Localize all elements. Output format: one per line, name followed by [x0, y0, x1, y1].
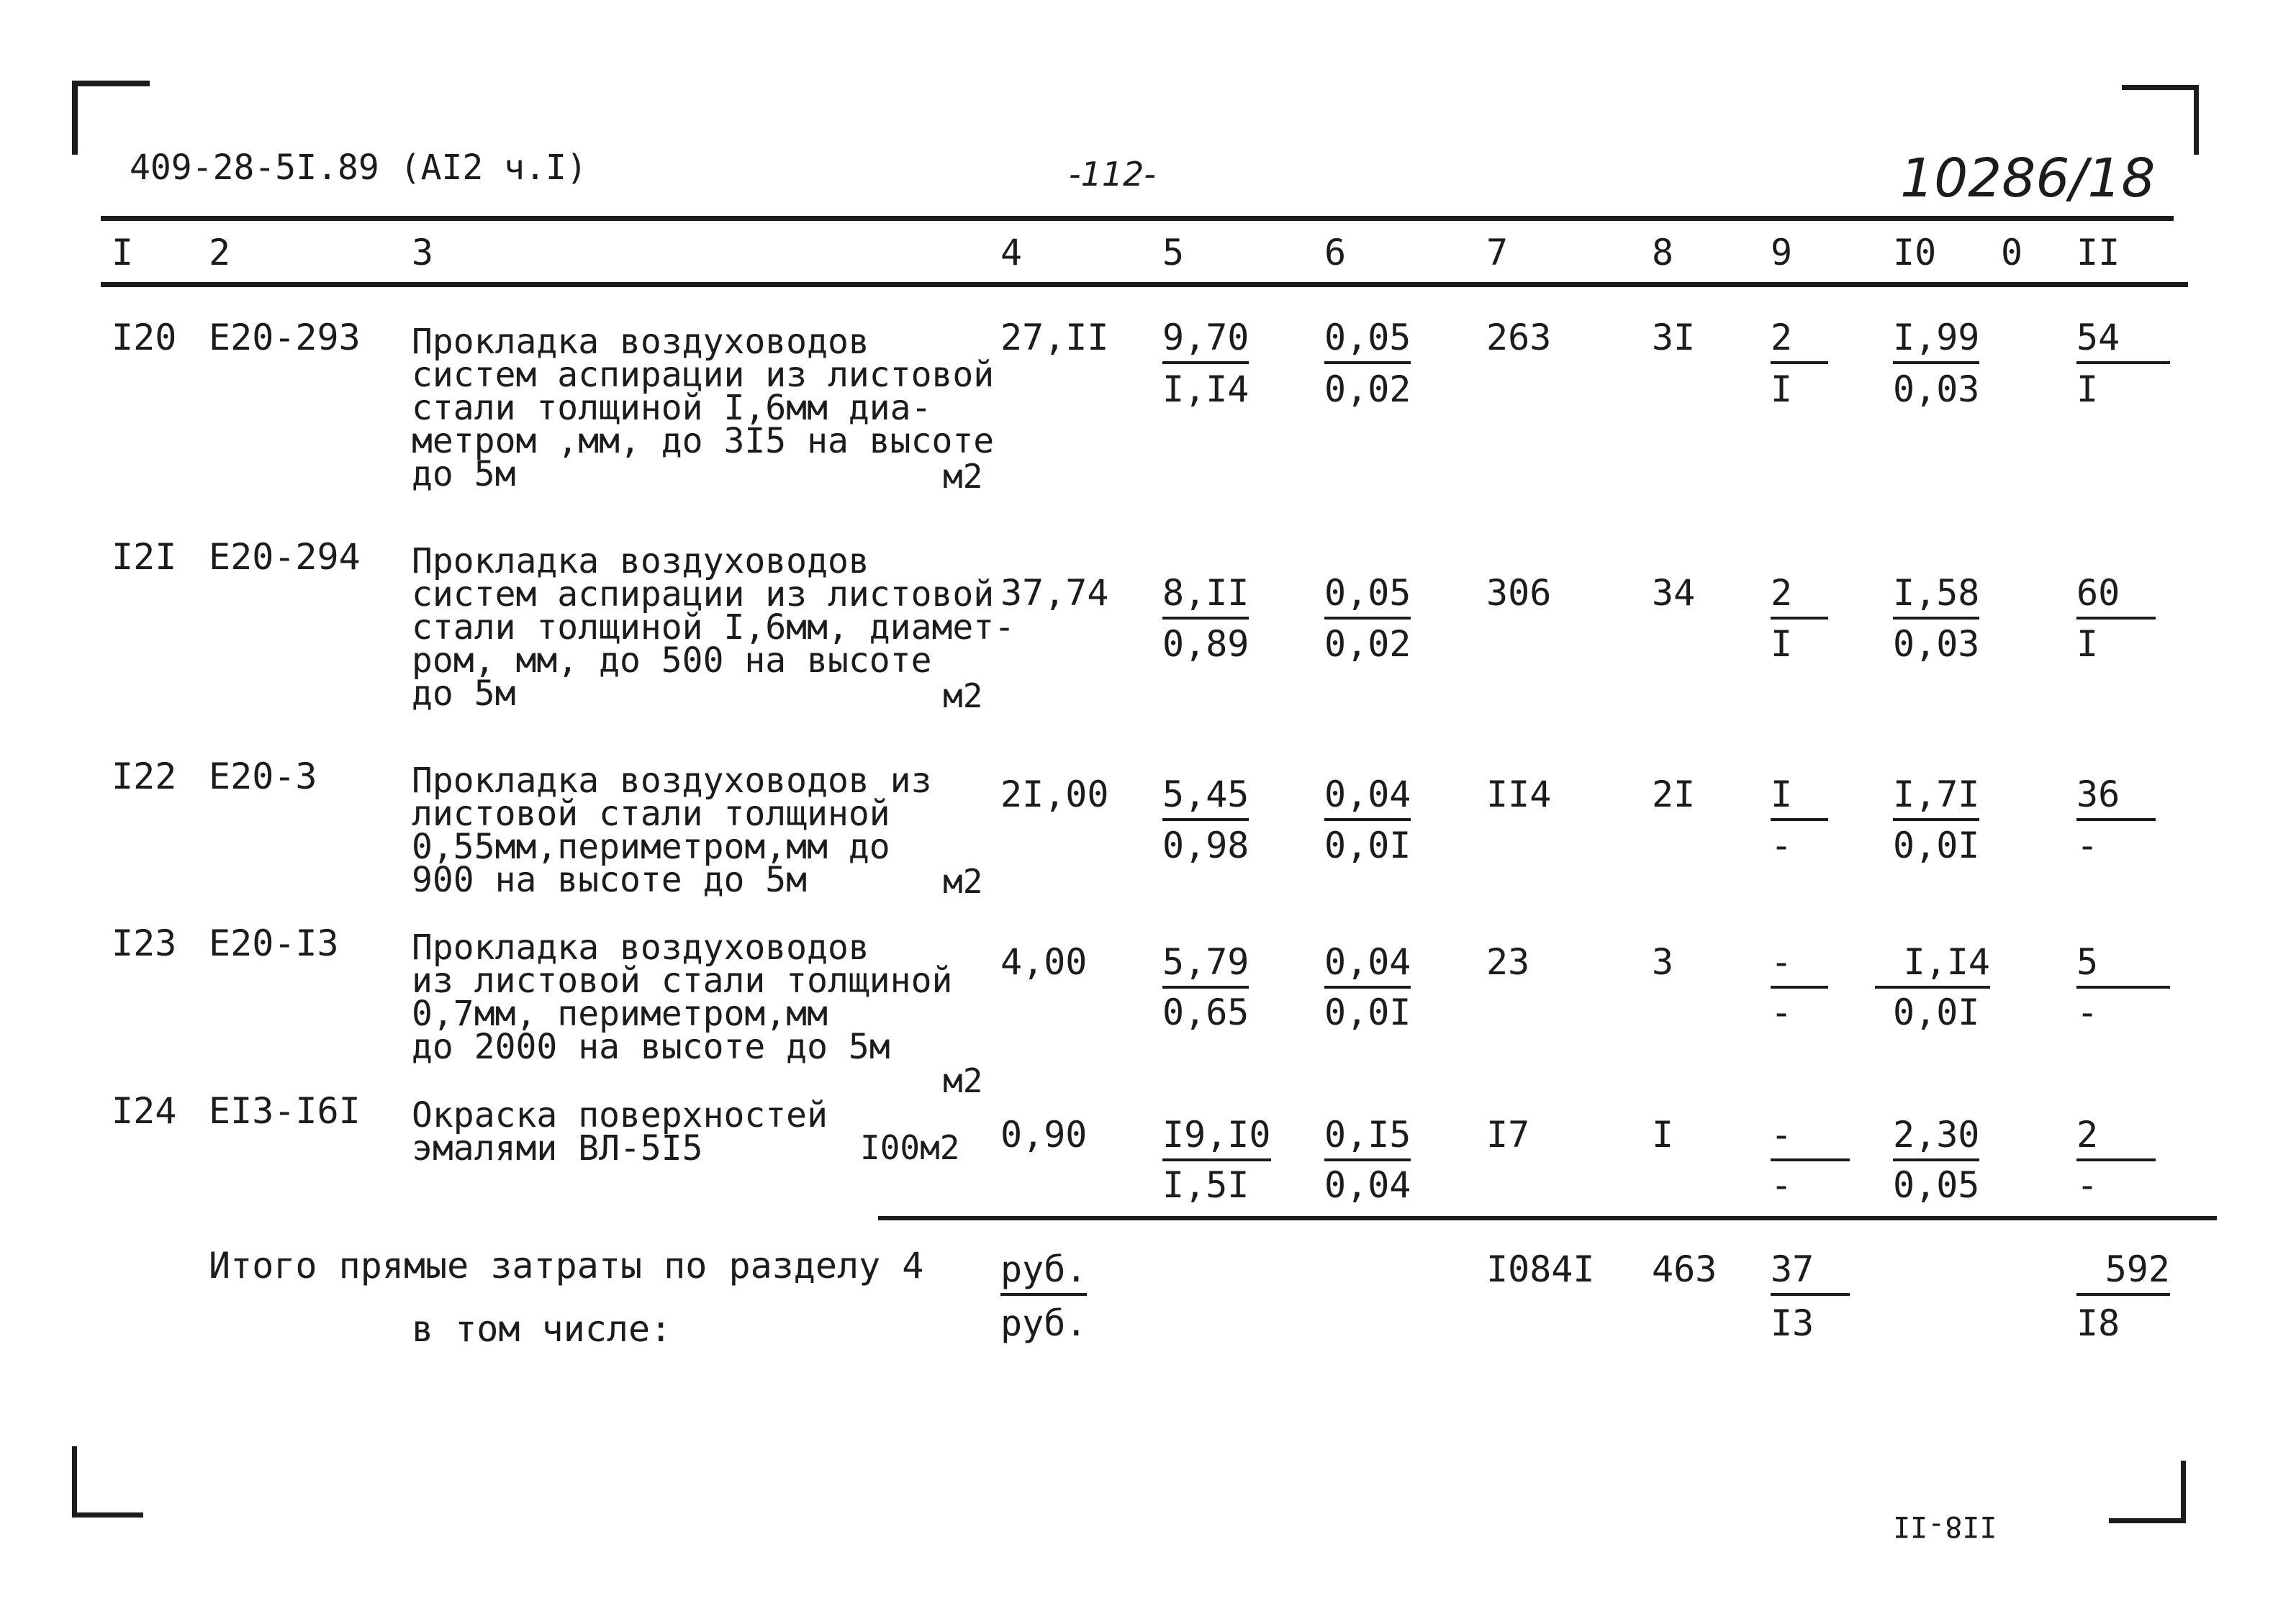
cell-10-top: I,99: [1893, 317, 1979, 364]
cell-7: 306: [1486, 572, 1552, 614]
footer-code: [1893, 1510, 1997, 1543]
cell-6-top: 0,05: [1324, 572, 1411, 620]
cell-7: I7: [1486, 1114, 1530, 1156]
row-number: I23: [112, 922, 177, 964]
cell-10-top: I,58: [1893, 572, 1979, 620]
column-header: 4: [1000, 232, 1023, 273]
cell-5-bottom: I,I4: [1162, 368, 1249, 410]
cell-9-bottom: -: [1771, 825, 1793, 866]
cell-9-bottom: -: [1771, 992, 1793, 1033]
cell-10-top: I,I4: [1875, 941, 1990, 989]
cell-11-top: 36: [2076, 774, 2156, 821]
cell-6-top: 0,I5: [1324, 1114, 1411, 1161]
totals-label: Итого прямые затраты по разделу 4: [209, 1245, 924, 1287]
row-quantity: 4,00: [1000, 941, 1088, 983]
cell-10-bottom: 0,0I: [1893, 825, 1980, 866]
cell-10-bottom: 0,03: [1893, 623, 1980, 665]
row-quantity: 37,74: [1000, 572, 1109, 614]
cell-6-top: 0,04: [1324, 941, 1411, 989]
cell-8: I: [1652, 1114, 1674, 1156]
cell-7: II4: [1486, 774, 1552, 815]
column-header: 8: [1652, 232, 1674, 273]
cell-10-top: I,7I: [1893, 774, 1979, 821]
cell-8: 3I: [1652, 317, 1696, 358]
row-description: Прокладка воздуховодов из листовой стали толщиной 0,55мм,периметром,мм до 900 на высоте до 5м: [412, 761, 932, 900]
cell-5-top: 5,79: [1162, 941, 1249, 989]
row-unit: м2: [943, 676, 983, 715]
cell-10-bottom: 0,0I: [1893, 992, 1980, 1033]
cell-6-bottom: 0,02: [1324, 368, 1411, 410]
cell-9-top: I: [1771, 774, 1828, 821]
cell-7: 23: [1486, 941, 1530, 983]
corner-mark-top-right: [2122, 85, 2199, 155]
row-code: E20-I3: [209, 922, 339, 964]
row-unit: м2: [943, 862, 983, 901]
table-top-rule: [101, 216, 2174, 221]
cell-6-top: 0,04: [1324, 774, 1411, 821]
row-code: E20-294: [209, 536, 361, 578]
row-description: Окраска поверхностей эмалями ВЛ-5I5: [412, 1095, 828, 1169]
cell-6-top: 0,05: [1324, 317, 1411, 364]
page-number: -112-: [1069, 155, 1156, 194]
cell-10-bottom: 0,03: [1893, 368, 1980, 410]
row-number: I2I: [112, 536, 177, 578]
row-unit: м2: [943, 1061, 983, 1100]
corner-mark-bottom-left: [72, 1446, 143, 1518]
cell-11-top: 5: [2076, 941, 2170, 989]
totals-cell-7: I084I: [1486, 1248, 1595, 1290]
row-code: E20-3: [209, 756, 317, 797]
column-header-rule: [101, 282, 2188, 287]
row-unit: I00м2: [860, 1128, 960, 1167]
cell-7: 263: [1486, 317, 1552, 358]
cell-8: 2I: [1652, 774, 1696, 815]
cell-10-bottom: 0,05: [1893, 1164, 1980, 1206]
cell-11-bottom: -: [2076, 992, 2099, 1033]
row-quantity: 0,90: [1000, 1114, 1088, 1156]
column-header: II: [2076, 232, 2120, 273]
row-code: E20-293: [209, 317, 361, 358]
cell-5-bottom: 0,98: [1162, 825, 1249, 866]
column-header: I: [112, 232, 134, 273]
cell-9-top: 2: [1771, 572, 1828, 620]
row-quantity: 27,II: [1000, 317, 1109, 358]
cell-9-bottom: I: [1771, 368, 1793, 410]
totals-unit-top: руб.: [1000, 1248, 1087, 1296]
row-number: I22: [112, 756, 177, 797]
cell-8: 34: [1652, 572, 1696, 614]
cell-5-top: 5,45: [1162, 774, 1249, 821]
totals-rule: [878, 1216, 2217, 1220]
cell-9-bottom: I: [1771, 623, 1793, 665]
cell-6-bottom: 0,0I: [1324, 825, 1411, 866]
cell-9-bottom: -: [1771, 1164, 1793, 1206]
corner-mark-top-left: [72, 81, 150, 155]
cell-9-top: 2: [1771, 317, 1828, 364]
row-unit: м2: [943, 457, 983, 496]
column-header: 6: [1324, 232, 1347, 273]
cell-11-top: 2: [2076, 1114, 2156, 1161]
document-code: 409-28-5I.89 (AI2 ч.I): [130, 148, 587, 188]
column-header: 3: [412, 232, 434, 273]
cell-5-bottom: I,5I: [1162, 1164, 1249, 1206]
cell-11-bottom: -: [2076, 825, 2099, 866]
cell-5-top: 9,70: [1162, 317, 1249, 364]
column-header: 7: [1486, 232, 1509, 273]
totals-sublabel: в том числе:: [412, 1308, 672, 1350]
cell-5-top: 8,II: [1162, 572, 1249, 620]
totals-cell-8: 463: [1652, 1248, 1717, 1290]
cell-5-top: I9,I0: [1162, 1114, 1271, 1161]
row-code: EI3-I6I: [209, 1090, 361, 1132]
row-quantity: 2I,00: [1000, 774, 1109, 815]
cell-6-bottom: 0,02: [1324, 623, 1411, 665]
row-number: I24: [112, 1090, 177, 1132]
totals-cell-11-top: 592: [2076, 1248, 2170, 1296]
column-header: 0: [2001, 232, 2023, 273]
row-description: Прокладка воздуховодов из листовой стали толщиной 0,7мм, периметром,мм до 2000 на высоте до 5м: [412, 927, 953, 1067]
cell-11-top: 54: [2076, 317, 2170, 364]
column-header: I0: [1893, 232, 1937, 273]
corner-mark-bottom-right: [2109, 1461, 2186, 1523]
cell-9-top: -: [1771, 1114, 1850, 1161]
cell-6-bottom: 0,04: [1324, 1164, 1411, 1206]
column-header: 2: [209, 232, 231, 273]
totals-cell-9-top: 37: [1771, 1248, 1850, 1296]
cell-11-bottom: I: [2076, 623, 2099, 665]
cell-8: 3: [1652, 941, 1674, 983]
totals-cell-11-bottom: I8: [2076, 1302, 2120, 1344]
footer-code-text: II8-II: [1893, 1510, 1997, 1543]
cell-5-bottom: 0,65: [1162, 992, 1249, 1033]
row-number: I20: [112, 317, 177, 358]
handwritten-number: 10286/18: [1900, 148, 2156, 209]
column-header: 9: [1771, 232, 1793, 273]
totals-unit-bottom: руб.: [1000, 1302, 1088, 1344]
cell-11-bottom: I: [2076, 368, 2099, 410]
row-description: Прокладка воздуховодов систем аспирации из листовой стали толщиной I,6мм, диамет- ром, мм, до 500 на высоте до 5м: [412, 541, 1016, 714]
totals-cell-9-bottom: I3: [1771, 1302, 1814, 1344]
cell-5-bottom: 0,89: [1162, 623, 1249, 665]
cell-10-top: 2,30: [1893, 1114, 1979, 1161]
cell-11-bottom: -: [2076, 1164, 2099, 1206]
row-description: Прокладка воздуховодов систем аспирации из листовой стали толщиной I,6мм диа- метром ,мм, до 3I5 на высоте до 5м: [412, 322, 995, 494]
cell-9-top: -: [1771, 941, 1828, 989]
column-header: 5: [1162, 232, 1185, 273]
cell-11-top: 60: [2076, 572, 2156, 620]
cell-6-bottom: 0,0I: [1324, 992, 1411, 1033]
